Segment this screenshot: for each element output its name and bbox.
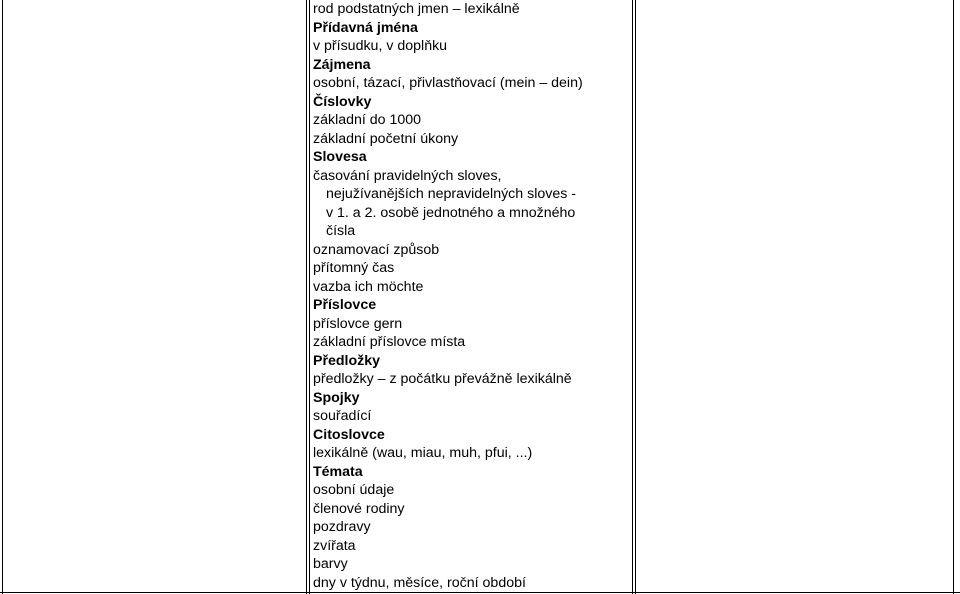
list-item: barvy xyxy=(313,556,348,572)
list-item: rod podstatných jmen – lexikálně xyxy=(313,1,520,17)
list-item: základní příslovce místa xyxy=(313,334,466,350)
list-item: pozdravy xyxy=(313,519,371,535)
table-border-bottom xyxy=(0,592,960,593)
content-cell xyxy=(313,0,658,592)
list-item: zvířata xyxy=(313,537,356,554)
section-heading: Předložky xyxy=(313,352,381,369)
list-item: lexikálně (wau, miau, muh, pfui, ...) xyxy=(313,445,533,461)
list-item: základní početní úkony xyxy=(313,130,459,147)
section-heading: Slovesa xyxy=(313,149,367,165)
list-item: vazba ich möchte xyxy=(313,278,424,295)
section-heading: Spojky xyxy=(313,389,360,406)
list-item: nejužívanějších nepravidelných sloves - xyxy=(326,186,576,202)
list-item: v přísudku, v doplňku xyxy=(313,38,448,54)
section-heading: Číslovky xyxy=(313,93,372,110)
list-item: časování pravidelných sloves, xyxy=(313,167,502,184)
list-item: v 1. a 2. osobě jednotného a množného xyxy=(326,204,576,221)
list-item: čísla xyxy=(326,223,356,239)
section-heading: Příslovce xyxy=(313,297,377,313)
section-heading: Zájmena xyxy=(313,56,371,73)
list-item: příslovce gern xyxy=(313,315,403,332)
list-item: členové rodiny xyxy=(313,500,405,517)
table-border-right xyxy=(953,0,954,594)
list-item: souřadící xyxy=(313,408,372,424)
section-heading: Citoslovce xyxy=(313,426,385,443)
table-border-left xyxy=(2,0,3,594)
list-item: osobní, tázací, přivlastňovací (mein – dein) xyxy=(313,75,583,91)
list-item: osobní údaje xyxy=(313,482,395,498)
list-item: základní do 1000 xyxy=(313,112,422,128)
list-item: předložky – z počátku převážně lexikálně xyxy=(313,371,572,387)
list-item: přítomný čas xyxy=(313,260,395,276)
list-item: dny v týdnu, měsíce, roční období xyxy=(313,574,526,591)
section-heading: Témata xyxy=(313,463,363,480)
list-item: oznamovací způsob xyxy=(313,241,440,258)
column-divider-1 xyxy=(306,0,310,594)
section-heading: Přídavná jména xyxy=(313,19,418,36)
